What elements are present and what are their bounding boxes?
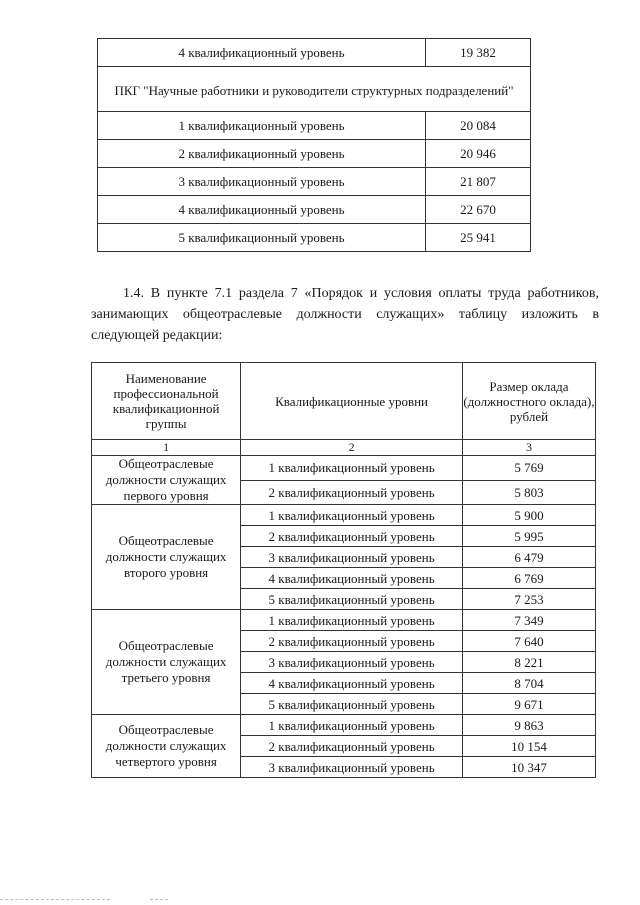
qualification-level: 4 квалификационный уровень bbox=[98, 39, 426, 67]
qualification-level: 4 квалификационный уровень bbox=[241, 673, 463, 694]
salary-value: 25 941 bbox=[426, 224, 531, 252]
column-number: 2 bbox=[241, 440, 463, 456]
salary-value: 10 154 bbox=[462, 736, 595, 757]
salary-value: 7 640 bbox=[462, 631, 595, 652]
qualification-level: 2 квалификационный уровень bbox=[241, 480, 463, 505]
qualification-level: 5 квалификационный уровень bbox=[241, 694, 463, 715]
table-row bbox=[98, 196, 531, 224]
table-row bbox=[92, 715, 596, 736]
group-name: Общеотраслевые должности служащих второго уровня bbox=[92, 505, 241, 610]
salary-value: 7 253 bbox=[462, 589, 595, 610]
table-row bbox=[92, 610, 596, 631]
salary-value: 9 671 bbox=[462, 694, 595, 715]
salary-value: 9 863 bbox=[462, 715, 595, 736]
salary-value: 7 349 bbox=[462, 610, 595, 631]
qualification-level: 1 квалификационный уровень bbox=[241, 610, 463, 631]
salary-value: 6 769 bbox=[462, 568, 595, 589]
qualification-level: 1 квалификационный уровень bbox=[241, 456, 463, 481]
qualification-level: 1 квалификационный уровень bbox=[241, 505, 463, 526]
table-row bbox=[98, 140, 531, 168]
group-name: Общеотраслевые должности служащих первого уровня bbox=[92, 456, 241, 505]
group-title-row bbox=[98, 67, 531, 112]
qualification-level: 4 квалификационный уровень bbox=[241, 568, 463, 589]
qualification-level: 2 квалификационный уровень bbox=[241, 526, 463, 547]
salary-value: 20 946 bbox=[426, 140, 531, 168]
salary-value: 19 382 bbox=[426, 39, 531, 67]
qualification-level: 1 квалификационный уровень bbox=[241, 715, 463, 736]
qualification-level: 2 квалификационный уровень bbox=[241, 736, 463, 757]
table-row bbox=[98, 39, 531, 67]
salary-value: 6 479 bbox=[462, 547, 595, 568]
qualification-level: 3 квалификационный уровень bbox=[241, 757, 463, 778]
salary-value: 22 670 bbox=[426, 196, 531, 224]
footer-line bbox=[150, 899, 168, 900]
qualification-level: 1 квалификационный уровень bbox=[98, 112, 426, 140]
salary-value: 5 803 bbox=[462, 480, 595, 505]
header-group-name: Наименование профессиональной квалификационной группы bbox=[92, 363, 241, 440]
group-name: Общеотраслевые должности служащих третьего уровня bbox=[92, 610, 241, 715]
salary-value: 10 347 bbox=[462, 757, 595, 778]
table-header-row bbox=[92, 363, 596, 440]
table-row bbox=[98, 112, 531, 140]
qualification-level: 3 квалификационный уровень bbox=[241, 652, 463, 673]
column-number: 1 bbox=[92, 440, 241, 456]
qualification-level: 3 квалификационный уровень bbox=[98, 168, 426, 196]
section-paragraph: 1.4. В пункте 7.1 раздела 7 «Порядок и условия оплаты труда работников, занимающих общеотраслевые должности служащих» таблицу изложить в следующей редакции: bbox=[91, 286, 599, 343]
group-title: ПКГ "Научные работники и руководители структурных подразделений" bbox=[98, 67, 531, 112]
salary-value: 8 704 bbox=[462, 673, 595, 694]
qualification-level: 4 квалификационный уровень bbox=[98, 196, 426, 224]
qualification-level: 2 квалификационный уровень bbox=[241, 631, 463, 652]
salary-table-main bbox=[91, 362, 596, 778]
qualification-level: 3 квалификационный уровень bbox=[241, 547, 463, 568]
table-row bbox=[92, 505, 596, 526]
group-name: Общеотраслевые должности служащих четвертого уровня bbox=[92, 715, 241, 778]
table-row bbox=[98, 224, 531, 252]
qualification-level: 5 квалификационный уровень bbox=[98, 224, 426, 252]
column-number-row bbox=[92, 440, 596, 456]
salary-table-top bbox=[97, 38, 531, 252]
column-number: 3 bbox=[462, 440, 595, 456]
salary-value: 20 084 bbox=[426, 112, 531, 140]
salary-value: 21 807 bbox=[426, 168, 531, 196]
salary-value: 8 221 bbox=[462, 652, 595, 673]
header-levels: Квалификационные уровни bbox=[241, 363, 463, 440]
salary-value: 5 900 bbox=[462, 505, 595, 526]
table-row bbox=[98, 168, 531, 196]
qualification-level: 5 квалификационный уровень bbox=[241, 589, 463, 610]
salary-value: 5 769 bbox=[462, 456, 595, 481]
footer-line bbox=[0, 899, 110, 900]
table-row bbox=[92, 456, 596, 481]
header-salary: Размер оклада (должностного оклада), рублей bbox=[462, 363, 595, 440]
salary-value: 5 995 bbox=[462, 526, 595, 547]
qualification-level: 2 квалификационный уровень bbox=[98, 140, 426, 168]
